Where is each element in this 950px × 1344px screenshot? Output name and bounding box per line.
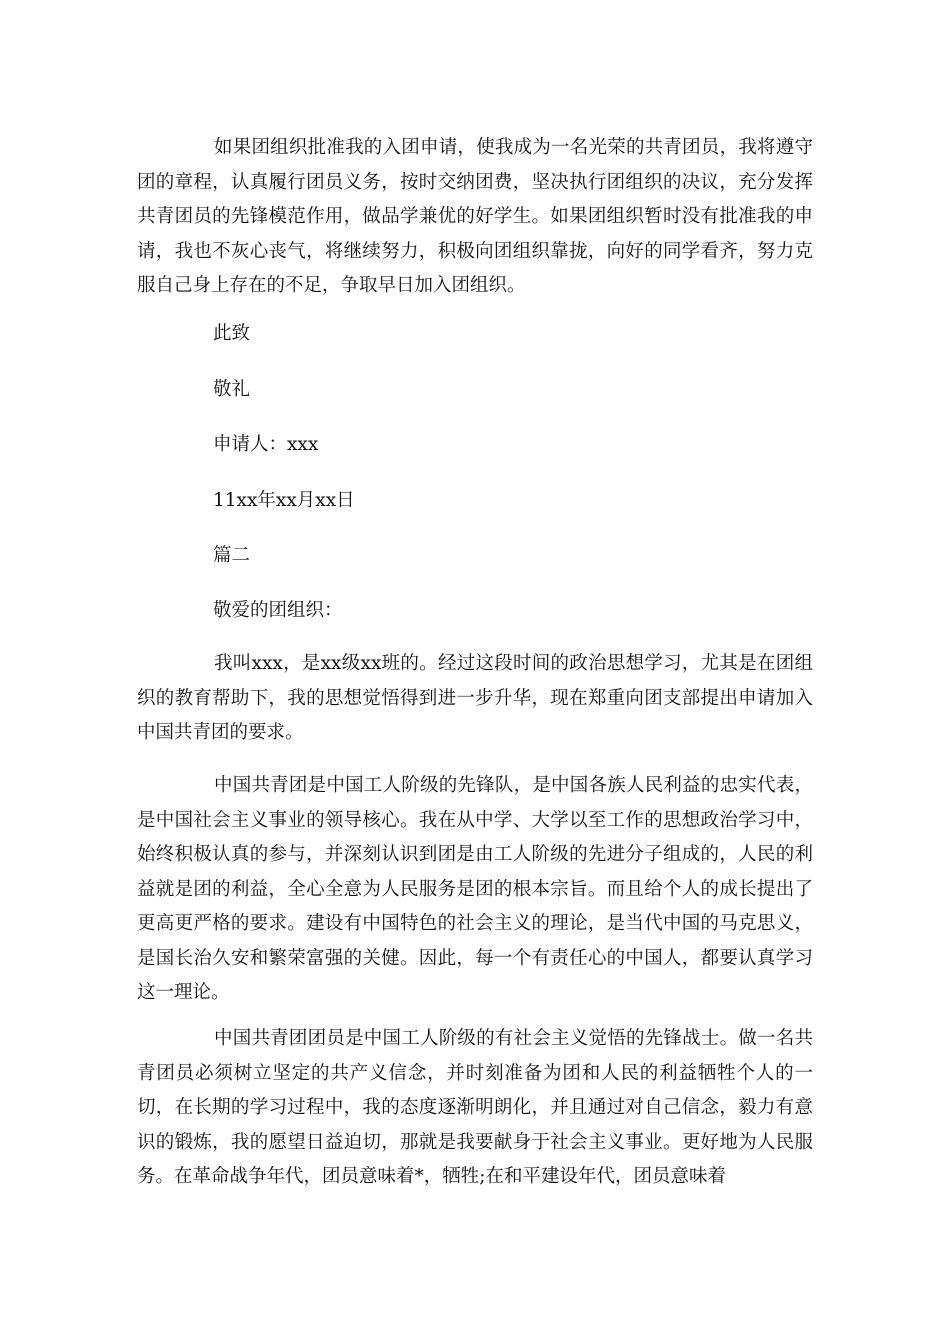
closing-line-2: 敬礼: [213, 379, 251, 400]
applicant-line: 申请人：xxx: [213, 434, 319, 455]
paragraph-2: 我叫xxx，是xx级xx班的。经过这段时间的政治思想学习，尤其是在团组织的教育帮助下，我的思想觉悟得到进一步升华，现在郑重向团支部提出申请加入中国共青团的要求。: [137, 653, 813, 743]
salutation: 敬爱的团组织：: [213, 600, 343, 621]
paragraph-4: 中国共青团团员是中国工人阶级的有社会主义觉悟的先锋战士。做一名共青团员必须树立坚定的共产义信念，并时刻准备为团和人民的利益牺牲个人的一切，在长期的学习过程中，我的态度逐渐明朗化，并且通过对自己信念，毅力有意识的锻炼，我的愿望日益迫切，那就是我要献身于社会主义事业。更好地为人民服务。在革命战争年代，团员意味着*，牺牲;在和平建设年代，团员意味着: [137, 1028, 813, 1187]
date-line: 11xx年xx月xx日: [213, 490, 355, 511]
section-title: 篇二: [213, 545, 251, 566]
closing-line-1: 此致: [213, 323, 251, 344]
paragraph-3: 中国共青团是中国工人阶级的先锋队，是中国各族人民利益的忠实代表，是中国社会主义事业的领导核心。我在从中学、大学以至工作的思想政治学习中，始终积极认真的参与，并深刻认识到团是由工人阶级的先进分子组成的，人民的利益就是团的利益，全心全意为人民服务是团的根本宗旨。而且给个人的成长提出了更高更严格的要求。建设有中国特色的社会主义的理论，是当代中国的马克思义，是国长治久安和繁荣富强的关健。因此，每一个有责任心的中国人，都要认真学习这一理论。: [137, 775, 813, 1003]
paragraph-1: 如果团组织批准我的入团申请，使我成为一名光荣的共青团员，我将遵守团的章程，认真履行团员义务，按时交纳团费，坚决执行团组织的决议，充分发挥共青团员的先锋模范作用，做品学兼优的好学生。如果团组织暂时没有批准我的申请，我也不灰心丧气，将继续努力，积极向团组织靠拢，向好的同学看齐，努力克服自己身上存在的不足，争取早日加入团组织。: [137, 137, 813, 296]
